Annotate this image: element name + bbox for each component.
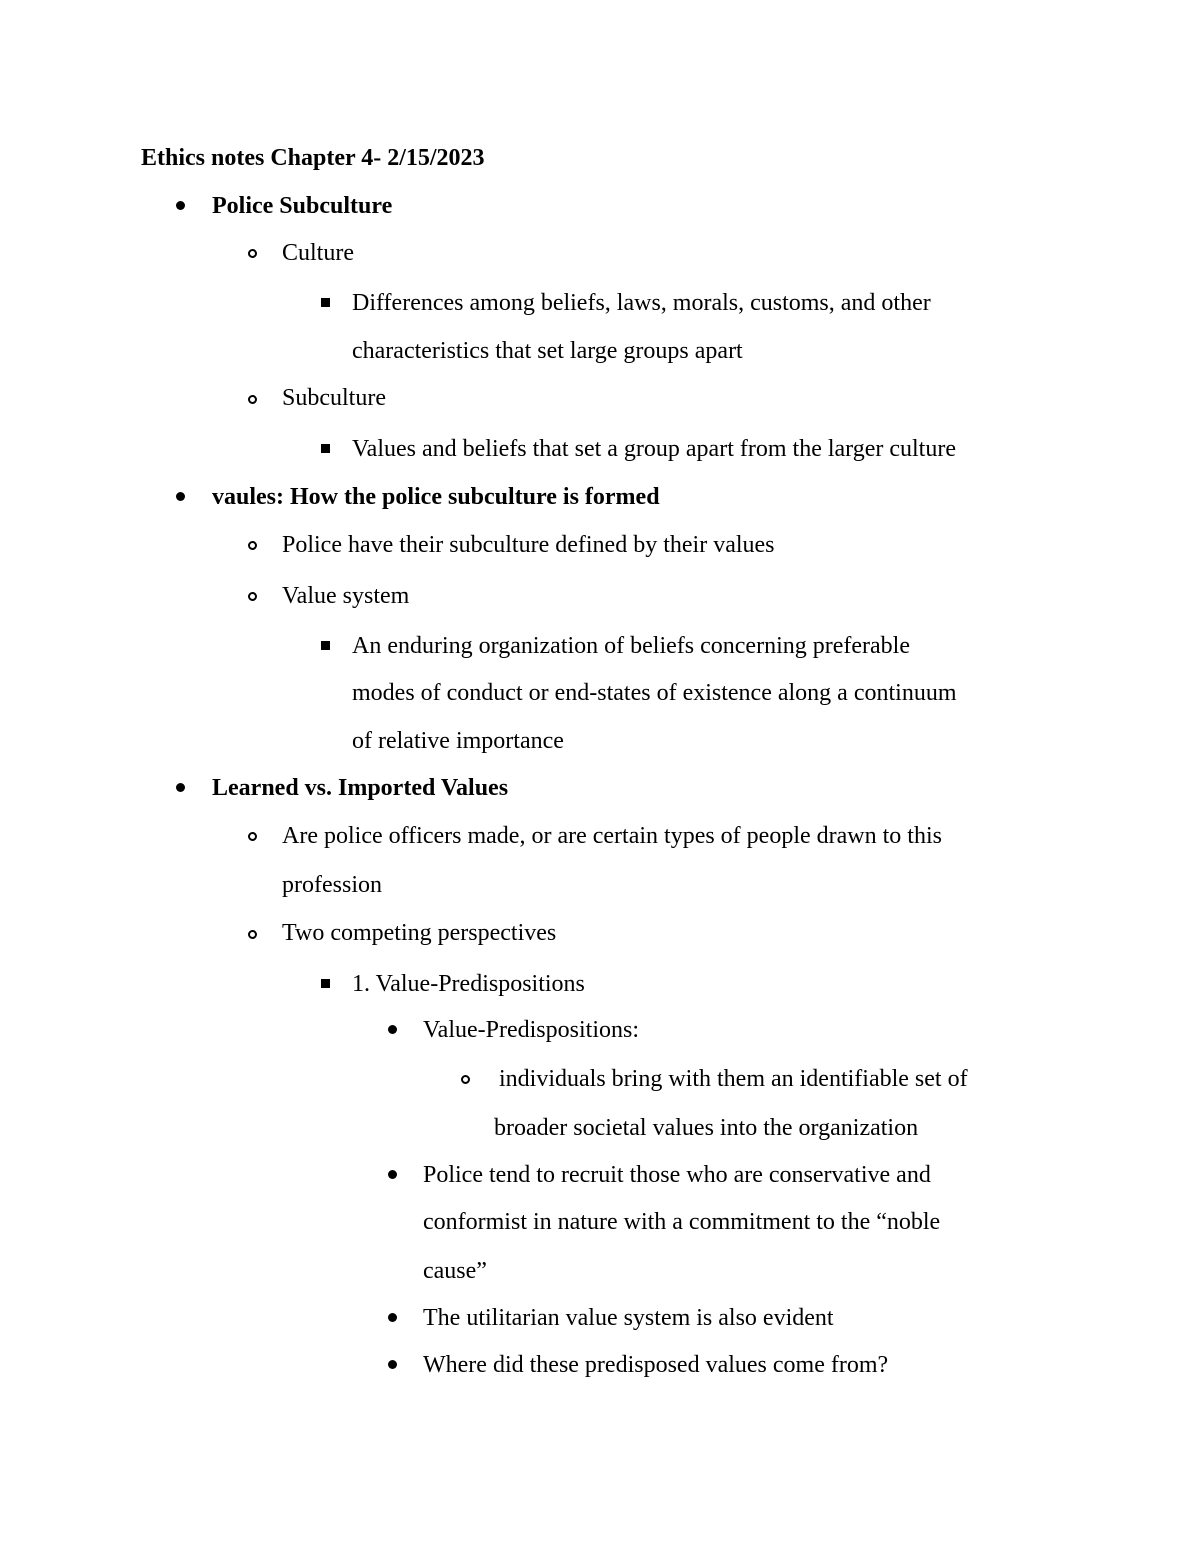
list-item: Subculture [282, 385, 386, 411]
list-item-continuation: of relative importance [352, 728, 564, 754]
bullet-disc-icon [176, 492, 185, 501]
bullet-circle-icon [248, 592, 257, 601]
list-item-continuation: profession [282, 872, 382, 898]
list-item: Two competing perspectives [282, 920, 557, 946]
bullet-disc-icon [388, 1313, 397, 1322]
bullet-disc-icon [176, 201, 185, 210]
bullet-circle-icon [248, 249, 257, 258]
list-item: Value system [282, 583, 410, 609]
list-item: individuals bring with them an identifiable set of [499, 1066, 968, 1092]
list-item: 1. Value-Predispositions [352, 971, 585, 997]
bullet-disc-icon [388, 1025, 397, 1034]
bullet-circle-icon [248, 832, 257, 841]
bullet-square-icon [321, 298, 330, 307]
bullet-square-icon [321, 641, 330, 650]
list-item: Police tend to recruit those who are conservative and [423, 1162, 931, 1188]
list-item: Value-Predispositions: [423, 1017, 639, 1043]
list-item: Where did these predisposed values come from? [423, 1352, 889, 1378]
list-item: Culture [282, 240, 354, 266]
document-title: Ethics notes Chapter 4- 2/15/2023 [141, 145, 485, 171]
bullet-disc-icon [176, 783, 185, 792]
list-item: The utilitarian value system is also evident [423, 1305, 834, 1331]
heading-learned-vs-imported: Learned vs. Imported Values [212, 775, 509, 801]
bullet-square-icon [321, 979, 330, 988]
list-item: Differences among beliefs, laws, morals, customs, and other [352, 290, 931, 316]
bullet-circle-icon [248, 395, 257, 404]
heading-values: vaules: How the police subculture is formed [212, 484, 660, 510]
list-item: Police have their subculture defined by their values [282, 532, 775, 558]
heading-police-subculture: Police Subculture [212, 193, 393, 219]
list-item-continuation: modes of conduct or end-states of existence along a continuum [352, 680, 957, 706]
list-item: Values and beliefs that set a group apart from the larger culture [352, 436, 956, 462]
list-item: An enduring organization of beliefs concerning preferable [352, 633, 910, 659]
bullet-disc-icon [388, 1170, 397, 1179]
list-item-continuation: cause” [423, 1258, 487, 1284]
bullet-disc-icon [388, 1360, 397, 1369]
list-item-continuation: broader societal values into the organization [494, 1115, 919, 1141]
bullet-square-icon [321, 444, 330, 453]
list-item: Are police officers made, or are certain types of people drawn to this [282, 823, 942, 849]
list-item-continuation: characteristics that set large groups apart [352, 338, 743, 364]
bullet-circle-icon [248, 930, 257, 939]
bullet-circle-icon [248, 541, 257, 550]
list-item-continuation: conformist in nature with a commitment to the “noble [423, 1209, 941, 1235]
bullet-circle-icon [461, 1075, 470, 1084]
